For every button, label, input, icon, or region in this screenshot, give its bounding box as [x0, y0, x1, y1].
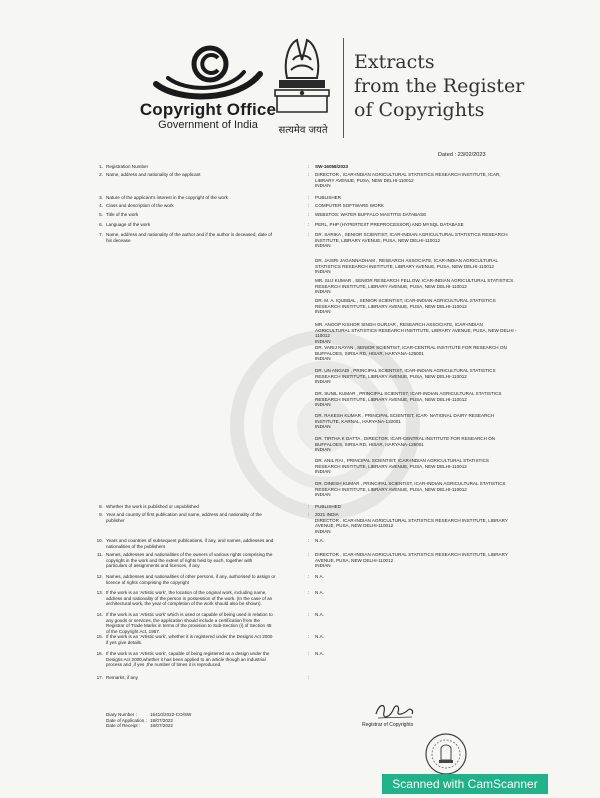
entry-number: 12.	[96, 574, 103, 579]
entry-value-line: N.A.	[315, 574, 324, 579]
entry-colon: :	[308, 552, 310, 557]
entry-label	[106, 612, 304, 634]
entry-label-line: If the work is an 'Artistic work', the location of the original work, including name,	[106, 590, 267, 595]
entry-label	[106, 232, 304, 243]
entry-value-line: INDIAN	[315, 563, 331, 569]
entry-label	[106, 590, 304, 607]
entry-value-line: N.A.	[315, 612, 324, 617]
entry-number: 3.	[99, 195, 103, 200]
entry-value	[315, 574, 529, 580]
author-line: INDIAN	[315, 269, 331, 275]
entry-value	[315, 172, 529, 189]
author-details	[315, 345, 529, 362]
author-line: STATISTICS RESEARCH INSTITUTE, LIBRARY AVENUE, PUSA, NEW DELHI-110012	[315, 263, 494, 269]
entry-label	[106, 675, 304, 681]
scanner-badge: Scanned with CamScanner	[382, 774, 548, 794]
entry-label-line: publisher	[106, 517, 125, 523]
entry-value-line: DIRECTOR , ICAR-INDIAN AGRICULTURAL STATISTICS RESEARCH INSTITUTE, ICAR,	[315, 172, 501, 177]
entry-value	[315, 232, 529, 249]
entry-label-line: Language of the work	[106, 222, 151, 227]
author-line: INDIAN	[315, 424, 331, 430]
entry-number: 9.	[99, 512, 103, 517]
author-details	[315, 368, 529, 385]
author-line: INDIAN	[315, 469, 331, 475]
register-title-line: from the Register	[354, 75, 525, 97]
entry-label-line: of the Copyright Act, 1957.	[106, 628, 161, 634]
entry-value	[315, 651, 529, 657]
remarks-key: Diary Number :	[106, 712, 137, 717]
entry-colon: :	[308, 504, 310, 509]
entry-label-line: process and ,if yes ,the number of times it is reproduced.	[106, 662, 222, 668]
author-details	[315, 458, 529, 475]
author-details	[315, 436, 529, 453]
register-title-line: Extracts	[354, 51, 435, 73]
author-line: RESEARCH INSTITUTE, LIBRARY AVENUE, PUSA, NEW DELHI-110012	[315, 373, 467, 379]
entry-label-line: If the work is an 'Artistic work', capable of being registered as a design under the	[106, 651, 270, 656]
registrar-signature-icon	[372, 700, 418, 722]
register-title	[354, 50, 524, 122]
entry-number: 7.	[99, 232, 103, 237]
remarks-block	[106, 712, 191, 729]
author-line: INDIAN	[315, 379, 331, 385]
author-details	[315, 322, 529, 344]
author-line: MR. ANOOP KISHOR SINGH GURJAR , RESEARCH ASSOCIATE, ICAR-INDIAN	[315, 322, 483, 327]
author-line: DR. JAISRI JAGANNADHAM , RESEARCH ASSOCIATE, ICAR-INDIAN AGRICULTURAL	[315, 258, 499, 263]
entry-number: 5.	[99, 212, 103, 217]
entry-label-line: Names, addresses and nationalities of other persons, if any, authorised to assign or	[106, 574, 276, 579]
entry-number: 10.	[96, 538, 103, 543]
entry-label	[106, 538, 304, 549]
remarks-value: 15410/2022-CO/SW	[150, 712, 192, 717]
author-line: INDIAN	[315, 338, 331, 344]
author-line: DR. UN ANGADI , PRINCIPAL SCIENTIST, ICAR-INDIAN AGRICULTURAL STATISTICS	[315, 368, 496, 373]
entry-value-line: AVENUE, PUSA, NEW DELHI-110012	[315, 557, 394, 563]
entry-value	[315, 538, 529, 544]
entry-number: 8.	[99, 504, 103, 509]
entry-value-line: INDIAN	[315, 183, 331, 189]
entry-label	[106, 651, 304, 668]
entry-value	[315, 203, 529, 209]
entry-value-line: WEBSTOS: WATER BUFFALO MASTITIS DATABASE	[315, 212, 427, 217]
official-seal-icon	[424, 732, 468, 776]
entry-label-line: Registration Number	[106, 164, 149, 169]
entry-label-line: Class and description of the work	[106, 203, 174, 208]
author-line: RESEARCH INSTITUTE, LIBRARY AVENUE, PUSA, NEW DELHI-110012	[315, 303, 467, 309]
entry-label-line: If the work is an 'Artistic work', whether it is registered under the Designs Act 2000	[106, 634, 273, 639]
remarks-key: Date of Receipt :	[106, 723, 141, 729]
author-details	[315, 481, 529, 498]
entry-label-line: address and nationality of the person in possession of the work. (In the case of an	[106, 595, 273, 601]
entry-value-line: N.A.	[315, 651, 324, 656]
author-line: BUFFALOES, SIRSA RD, HISAR, HARYANA-125001	[315, 350, 424, 356]
entry-value	[315, 512, 529, 534]
entry-label	[106, 504, 304, 510]
copyright-office-logo-icon	[148, 44, 268, 102]
entry-label	[106, 203, 304, 209]
entry-label	[106, 212, 304, 218]
entry-number: 16.	[96, 651, 103, 656]
entry-value-line: PERL, PHP (HYPERTEXT PREPROCESSOR) AND MYSQL DATABASE	[315, 222, 464, 227]
author-line: RESEARCH INSTITUTE, LIBRARY AVENUE, PUSA, NEW DELHI-110012	[315, 486, 467, 492]
author-details	[315, 278, 529, 295]
author-line: INDIAN	[315, 447, 331, 453]
entry-value-line: DIRECTOR , ICAR-INDIAN AGRICULTURAL STATISTICS RESEARCH INSTITUTE, LIBRARY	[315, 517, 508, 523]
author-line: INDIAN	[315, 309, 331, 315]
author-line: INDIAN	[315, 289, 331, 295]
entry-label	[106, 195, 304, 201]
entry-label-line: Whether the work is published or unpublished	[106, 504, 199, 509]
entry-value-line: INDIAN	[315, 243, 331, 249]
entry-label-line: Year and country of first publication and name, address and nationality of the	[106, 512, 262, 517]
entry-colon: :	[308, 212, 310, 217]
entry-colon: :	[308, 634, 310, 639]
entry-number: 15.	[96, 634, 103, 639]
author-line: RESEARCH INSTITUTE, LIBRARY AVENUE, PUSA, NEW DELHI-110012	[315, 283, 467, 289]
entry-colon: :	[308, 232, 310, 237]
author-line: MR. SUJ KUMAR , SENIOR RESEARCH FELLOW, ICAR-INDIAN AGRICULTURAL STATISTICS	[315, 278, 514, 283]
entry-label-line: Years and countries of subsequent publications, if any, and names, addresses and	[106, 538, 274, 543]
entry-colon: :	[308, 651, 310, 656]
author-line: INDIAN	[315, 402, 331, 408]
entry-label-line: copyright in the work and the extent of rights held by each, together with	[106, 557, 253, 563]
author-line: RESEARCH INSTITUTE, LIBRARY AVENUE, PUSA, NEW DELHI-110012	[315, 396, 467, 402]
entry-number: 11.	[96, 552, 103, 557]
remarks-value: 18/07/2022	[150, 723, 173, 729]
entry-label-line: Designs Act 2000,whether it has been applied to an article though an industrial	[106, 656, 266, 662]
entry-label-line: particulars of assignments and licences, if any	[106, 563, 200, 569]
entry-label-line: If the work is an 'Artistic work' which is used or capable of being used in relation to	[106, 612, 273, 617]
author-details	[315, 413, 529, 430]
entry-label-line: Nature of the applicant's interest in the copyright of the work	[106, 195, 228, 200]
office-name: Copyright Office	[139, 100, 277, 119]
entry-value-line: N.A.	[315, 634, 324, 639]
entry-value	[315, 222, 529, 228]
author-line: DR. M. A. IQUEBAL , SENIOR SCIENTIST, ICAR-INDIAN AGRICULTURAL STATISTICS	[315, 298, 496, 303]
entry-colon: :	[308, 195, 310, 200]
author-line: DR. TIRTHA K DATTA , DIRECTOR, ICAR-CENTRAL INSTITUTE FOR RESEARCH ON	[315, 436, 496, 441]
entry-label-line: Remarks, if any	[106, 675, 138, 680]
entry-colon: :	[308, 512, 310, 517]
entry-label-line: Name, address and nationality of the author and if the author is deceased, date of	[106, 232, 272, 237]
entry-label-line: if yes give details.	[106, 639, 143, 645]
entry-label-line: Registrar of Trade Marks in terms of the provision to Sub-Section (i) of Section 45	[106, 623, 272, 629]
entry-value	[315, 195, 529, 201]
registrar-label: Registrar of Copyrights	[362, 722, 414, 728]
author-line: DR. ANIL RAI , PRINCIPAL SCIENTIST, ICAR-INDIAN AGRICULTURAL STATISTICS	[315, 458, 489, 463]
author-line: BUFFALOES, SIRSA RD, HISAR, HARYANA-125001	[315, 441, 424, 447]
register-title-line: of Copyrights	[354, 99, 485, 121]
entry-value-line: INDIAN	[315, 528, 331, 534]
entry-label-line: licence of rights comprising the copyright	[106, 579, 189, 585]
entry-colon: :	[308, 675, 310, 680]
entry-value-line: SW-16058/2023	[315, 164, 349, 169]
entry-value-line: LIBRARY AVENUE, PUSA, NEW DELHI-110012	[315, 177, 414, 183]
entry-label	[106, 512, 304, 523]
remarks-key: Date of Application :	[106, 717, 147, 723]
author-line: 110012	[315, 333, 330, 339]
entry-label-line: nationalities of the publishers	[106, 543, 166, 549]
entry-value	[315, 504, 529, 510]
office-subtitle: Government of India	[158, 119, 258, 131]
entry-number: 1.	[99, 164, 103, 169]
author-line: INDIAN	[315, 356, 331, 362]
entry-value-line: 2021 INDIA	[315, 512, 339, 517]
entry-colon: :	[308, 172, 310, 177]
entry-label-line: Names, addresses and nationalities of the owners of various rights comprising the	[106, 552, 273, 557]
author-line: RESEARCH INSTITUTE, LIBRARY AVENUE, PUSA, NEW DELHI-110012	[315, 463, 467, 469]
entry-value-line: COMPUTER SOFTWARE WORK	[315, 203, 384, 208]
remarks-value: 18/07/2022	[150, 717, 173, 723]
entry-label-line: Title of the work	[106, 212, 139, 217]
entry-number: 13.	[96, 590, 103, 595]
national-emblem-icon	[263, 30, 341, 122]
author-line: INDIAN	[315, 492, 331, 498]
entry-value	[315, 212, 529, 218]
entry-colon: :	[308, 612, 310, 617]
entry-value-line: N.A.	[315, 590, 324, 595]
author-details	[315, 298, 529, 315]
entry-label	[106, 172, 304, 178]
entry-label-line: Name, address and nationality of the applicant	[106, 172, 201, 177]
entry-value	[315, 634, 529, 640]
header-divider	[343, 38, 344, 138]
entry-number: 14.	[96, 612, 103, 617]
entry-label-line: architectural work, the year of completion of the work should also be shown).	[106, 601, 262, 607]
entry-label-line: any goods or services, the application should include a certification from the	[106, 617, 260, 623]
entry-number: 17.	[96, 675, 103, 680]
entry-label	[106, 634, 304, 645]
entry-value-line: PUBLISHED	[315, 504, 342, 509]
author-line: INSTITUTE, KARNAL, HARYANA-132001	[315, 418, 401, 424]
entry-colon: :	[308, 574, 310, 579]
entry-label	[106, 574, 304, 585]
date-of-extract: Dated : 23/02/2023	[438, 152, 486, 158]
entry-colon: :	[308, 164, 310, 169]
entry-number: 6.	[99, 222, 103, 227]
entry-colon: :	[308, 590, 310, 595]
entry-colon: :	[308, 538, 310, 543]
entry-label-line: his decease	[106, 237, 131, 243]
entry-label	[106, 552, 304, 569]
entry-value-line: AVENUE, PUSA, NEW DELHI-110012	[315, 523, 394, 529]
entry-value-line: N.A.	[315, 538, 324, 543]
entry-value-line: DR. SARIKA , SENIOR SCIENTIST, ICAR-INDIAN AGRICULTURAL STATISTICS RESEARCH	[315, 232, 508, 237]
entry-value	[315, 612, 529, 618]
author-line: DR. SUNIL KUMAR , PRINCIPAL SCIENTIST, ICAR-INDIAN AGRICULTURAL STATISTICS	[315, 391, 502, 396]
entry-number: 4.	[99, 203, 103, 208]
entry-value-line: INSTITUTE, LIBRARY AVENUE, PUSA, NEW DELHI-110012	[315, 237, 441, 243]
entry-value-line: PUBLISHER	[315, 195, 342, 200]
entry-number: 2.	[99, 172, 103, 177]
national-motto: सत्यमेव जयते	[278, 125, 328, 136]
entry-value	[315, 164, 529, 170]
entry-label	[106, 164, 304, 170]
entry-value	[315, 590, 529, 596]
author-details	[315, 258, 529, 275]
entry-value-line: DIRECTOR , ICAR-INDIAN AGRICULTURAL STATISTICS RESEARCH INSTITUTE, LIBRARY	[315, 552, 508, 557]
author-line: DR. VARIJ NAYAN , SENIOR SCIENTIST, ICAR-CENTRAL INSTITUTE FOR RESEARCH ON	[315, 345, 507, 350]
entry-colon: :	[308, 203, 310, 208]
entry-label	[106, 222, 304, 228]
author-line: AGRICULTURAL STATISTICS RESEARCH INSTITUTE, LIBRARY AVENUE, PUSA, NEW DELHI -	[315, 327, 517, 333]
entry-colon: :	[308, 222, 310, 227]
author-line: DR. RAKESH KUMAR , PRINCIPAL SCIENTIST, ICAR- NATIONAL DAIRY RESEARCH	[315, 413, 495, 418]
author-details	[315, 391, 529, 408]
author-line: DR. DINESH KUMAR , PRINCIPAL SCIENTIST, ICAR-INDIAN AGRICULTURAL STATISTICS	[315, 481, 506, 486]
entry-value	[315, 552, 529, 569]
